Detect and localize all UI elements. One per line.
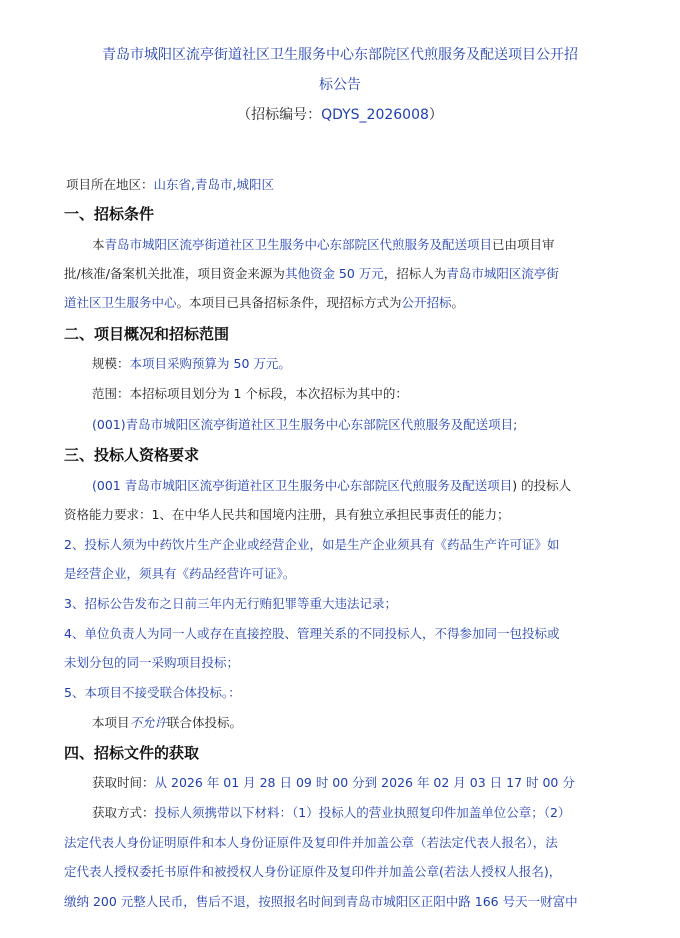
document-title-line1: 青岛市城阳区流亭街道社区卫生服务中心东部院区代煎服务及配送项目公开招 [102,47,578,63]
lot-line: (001)青岛市城阳区流亭街道社区卫生服务中心东部院区代煎服务及配送项目; [92,417,518,432]
s1-tenderer: 青岛市城阳区流亭街 [446,266,559,281]
section1-paragraph-line1 [92,237,555,253]
section-heading-3: 三、投标人资格要求 [64,446,200,464]
document-title-line2: 标公告 [319,77,361,93]
section-heading-2: 二、项目概况和招标范围 [64,325,230,343]
s1-tenderer-cont: 道社区卫生服务中心 [64,295,177,310]
s1-p2-a: 批/核准/备案机关批准，项目资金来源为 [64,266,285,281]
tender-number [0,106,680,124]
consortium-not-allowed: 不允许 [129,715,168,730]
qualification-line3: 2、投标人须为中药饮片生产企业或经营企业，如是生产企业须具有《药品生产许可证》如 [64,537,560,552]
consortium-a: 本项目 [92,715,130,730]
section-heading-4: 四、招标文件的获取 [64,744,200,762]
scale-line [92,356,291,372]
time-value: 从 2026 年 01 月 28 日 09 时 00 分到 2026 年 02 月 03 日 17 时 00 分 [154,775,575,790]
scope-line: 范围：本招标项目划分为 1 个标段，本次招标为其中的： [92,386,408,401]
qualification-line6: 4、单位负责人为同一人或存在直接控股、管理关系的不同投标人，不得参加同一包投标或 [64,626,560,641]
consortium-line [92,715,242,731]
obtain-time-line [92,775,575,791]
s1-p3-d: 。 [451,295,465,310]
obtain-method-line1 [92,805,570,821]
s1-method: 公开招标 [401,295,452,310]
section-heading-1: 一、招标条件 [64,205,155,223]
scale-value: 本项目采购预算为 50 万元。 [129,356,291,371]
location-label: 项目所在地区： [66,177,154,192]
qualification-line7: 未划分包的同一采购项目投标； [64,655,240,670]
q1-project: (001 青岛市城阳区流亭街道社区卫生服务中心东部院区代煎服务及配送项目 [92,478,513,493]
obtain-method-line3: 定代表人授权委托书原件和被授权人身份证原件及复印件并加盖公章(若法人授权人报名)， [64,864,562,879]
s1-p1-a: 本 [92,237,105,252]
qualification-line5: 3、招标公告发布之日前三年内无行贿犯罪等重大违法记录； [64,596,397,611]
s1-p1-c: 已由项目审 [492,237,555,252]
project-location [66,177,274,193]
time-label: 获取时间： [92,775,155,790]
scale-label: 规模： [92,356,130,371]
method-label: 获取方式： [92,805,155,820]
tender-number-value: QDYS_2026008 [321,107,429,123]
method-text-1: 投标人须携带以下材料：（1）投标人的营业执照复印件加盖单位公章；（2） [154,805,571,820]
s1-p2-c: ，招标人为 [383,266,447,281]
tender-number-prefix: （招标编号： [237,107,322,123]
section1-paragraph-line2 [64,266,559,282]
qualification-line4: 是经营企业，须具有《药品经营许可证》。 [64,566,296,581]
section1-paragraph-line3 [64,295,464,311]
qualification-line2: 资格能力要求：1、在中华人民共和国境内注册，具有独立承担民事责任的能力； [64,507,510,522]
q1-suffix: ) 的投标人 [512,478,572,493]
obtain-method-line2: 法定代表人身份证明原件和本人身份证原件及复印件并加盖公章（若法定代表人报名），法 [64,835,558,850]
obtain-method-line4: 缴纳 200 元整人民币，售后不退，按照报名时间到青岛市城阳区正阳中路 166 号天一财富中 [64,894,578,909]
s1-fund-source: 其他资金 50 万元 [284,266,384,281]
qualification-line1 [92,478,571,494]
location-value: 山东省,青岛市,城阳区 [153,177,274,192]
consortium-c: 联合体投标。 [167,715,243,730]
s1-p3-b: 。本项目已具备招标条件，现招标方式为 [176,295,402,310]
qualification-line8: 5、本项目不接受联合体投标。： [64,685,241,700]
s1-project-name: 青岛市城阳区流亭街道社区卫生服务中心东部院区代煎服务及配送项目 [104,237,493,252]
tender-number-suffix: ） [428,107,443,123]
